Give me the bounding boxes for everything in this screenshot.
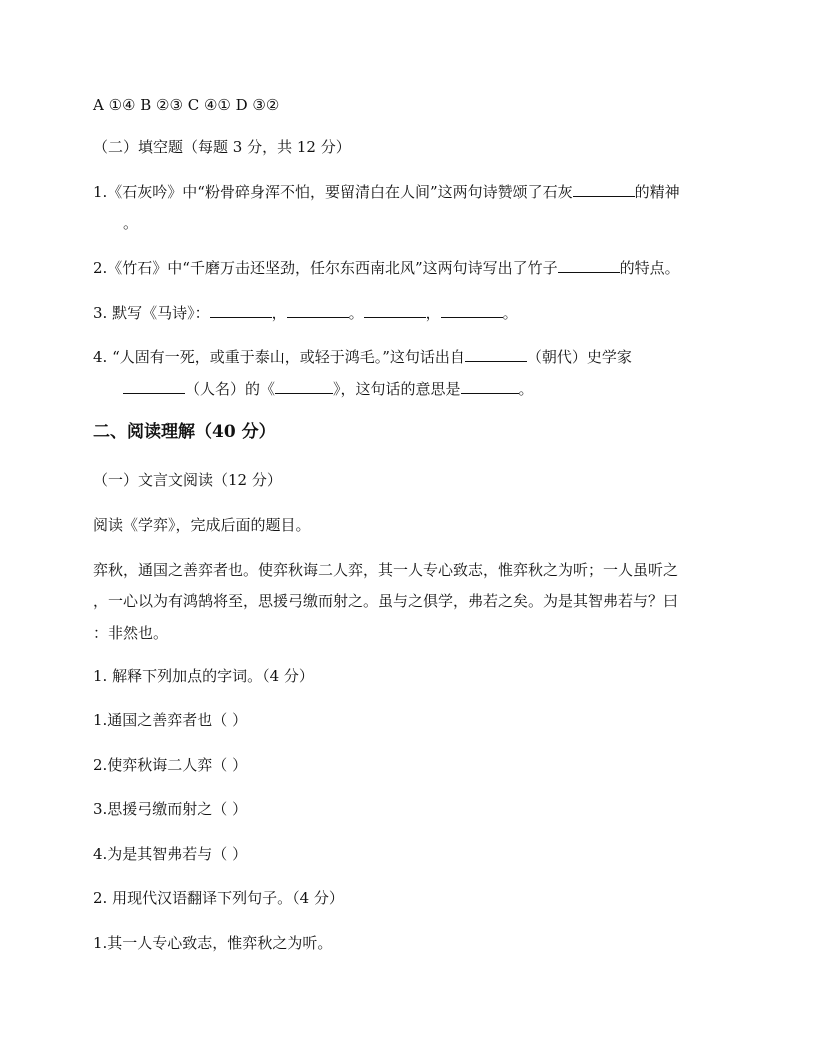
question-text: 4. “人固有一死，或重于泰山，或轻于鸿毛。”这句话出自 — [93, 348, 465, 366]
answer-blank[interactable] — [364, 302, 426, 318]
question-text: （朝代）史学家 — [526, 348, 632, 366]
passage-line: ：非然也。 — [93, 624, 169, 642]
answer-blank[interactable] — [287, 302, 349, 318]
answer-options-line: A ①④ B ②③ C ④① D ③② — [93, 96, 280, 114]
fill-question-1-end: 。 — [123, 214, 139, 232]
punctuation: ， — [425, 304, 441, 322]
fill-question-1 — [93, 181, 680, 202]
translate-item: 1.其一人专心致志，惟弈秋之为听。 — [93, 934, 333, 952]
passage-line: ，一心以为有鸿鹄将至，思援弓缴而射之。虽与之俱学，弗若之矣。为是其智弗若与？曰 — [93, 592, 679, 610]
reading-question-1: 1. 解释下列加点的字词。（4 分） — [93, 667, 314, 685]
punctuation: 。 — [518, 380, 534, 398]
question-text: 的精神 — [634, 183, 680, 201]
word-item: 2.使弈秋诲二人弈（ ） — [93, 756, 248, 774]
fill-question-2 — [93, 257, 680, 278]
reading-instruction: 阅读《学弈》，完成后面的题目。 — [93, 516, 311, 534]
punctuation: 。 — [502, 304, 518, 322]
answer-blank[interactable] — [275, 378, 333, 394]
question-text: （人名）的《 — [185, 380, 276, 398]
answer-blank[interactable] — [465, 346, 527, 362]
answer-blank[interactable] — [573, 181, 635, 197]
fill-question-4-cont — [123, 378, 534, 399]
punctuation: ， — [271, 304, 287, 322]
word-item: 3.思援弓缴而射之（ ） — [93, 800, 248, 818]
question-text: 2.《竹石》中“千磨万击还坚劲，任尔东西南北风”这两句诗写出了竹子 — [93, 259, 558, 277]
question-text: 1.《石灰吟》中“粉骨碎身浑不怕，要留清白在人间”这两句诗赞颂了石灰 — [93, 183, 573, 201]
reading-section-heading: 二、阅读理解（40 分） — [93, 422, 276, 442]
fill-question-3 — [93, 302, 518, 323]
question-text: 的特点。 — [619, 259, 680, 277]
question-text: 3. 默写《马诗》： — [93, 304, 210, 322]
word-item: 1.通国之善弈者也（ ） — [93, 711, 248, 729]
punctuation: 。 — [348, 304, 364, 322]
answer-blank[interactable] — [210, 302, 272, 318]
passage-line: 弈秋，通国之善弈者也。使弈秋诲二人弈，其一人专心致志，惟弈秋之为听；一人虽听之 — [93, 561, 679, 579]
answer-blank[interactable] — [123, 378, 185, 394]
fill-question-4 — [93, 346, 632, 367]
classical-reading-heading: （一）文言文阅读（12 分） — [93, 471, 282, 489]
answer-blank[interactable] — [461, 378, 519, 394]
question-text: 》，这句话的意思是 — [333, 380, 461, 398]
word-item: 4.为是其智弗若与（ ） — [93, 845, 248, 863]
answer-blank[interactable] — [441, 302, 503, 318]
reading-question-2: 2. 用现代汉语翻译下列句子。（4 分） — [93, 889, 344, 907]
answer-blank[interactable] — [558, 257, 620, 273]
fill-blank-heading: （二）填空题（每题 3 分，共 12 分） — [93, 138, 351, 156]
